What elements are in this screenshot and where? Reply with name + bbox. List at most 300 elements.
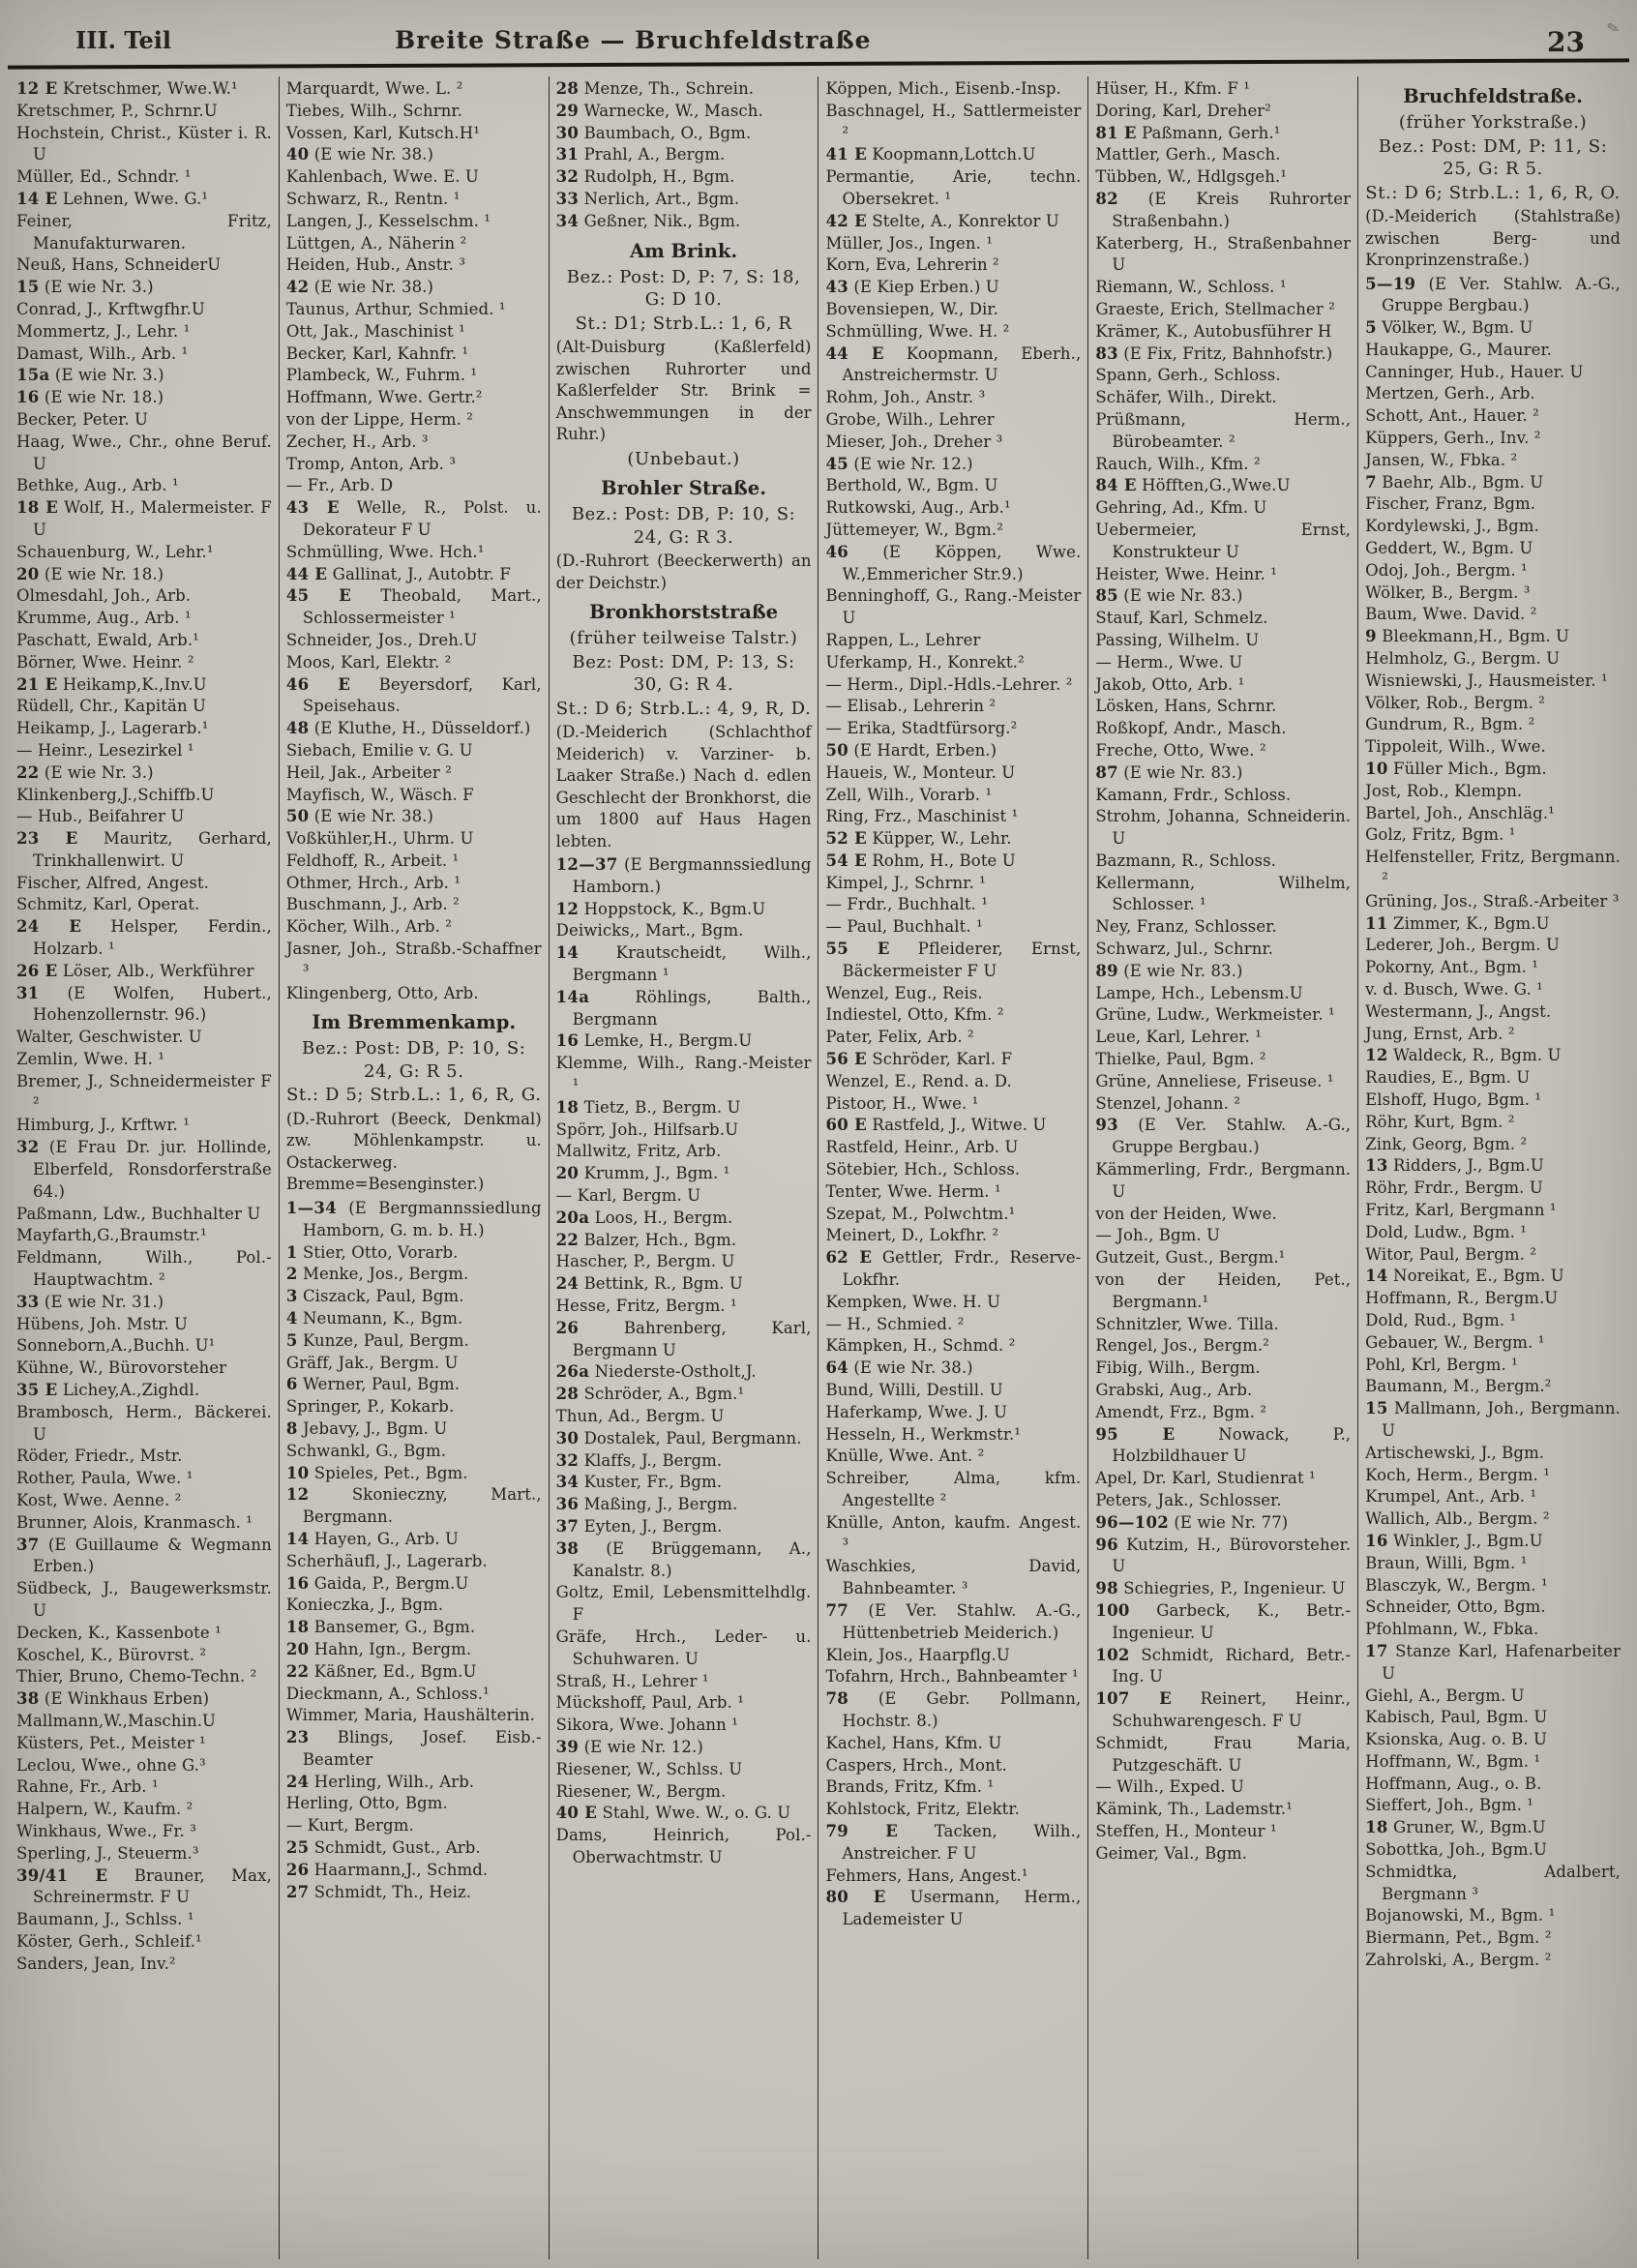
directory-entry: Olmesdahl, Joh., Arb. bbox=[16, 586, 192, 606]
directory-entry: 18 Gruner, W., Bgm.U bbox=[1365, 1818, 1546, 1837]
directory-entry: Katerberg, H., Straßenbahner U bbox=[1095, 233, 1352, 275]
directory-entry: Rutkowski, Aug., Arb.¹ bbox=[825, 498, 1011, 518]
directory-entry: Heikamp, J., Lagerarb.¹ bbox=[16, 719, 209, 738]
directory-entry: 100 Garbeck, K., Betr.-Ingenieur. U bbox=[1095, 1600, 1352, 1642]
directory-entry: Krämer, K., Autobusführer H bbox=[1095, 321, 1332, 341]
directory-entry: 43 (E Kiep Erben.) U bbox=[825, 278, 999, 297]
district-info: Bez.: Post: DB, P: 10, S: 24, G: R 3. bbox=[571, 504, 796, 548]
directory-entry: 24 Herling, Wilh., Arb. bbox=[285, 1772, 475, 1791]
directory-entry: 21 E Heikamp,K.,Inv.U bbox=[16, 674, 207, 694]
directory-entry: Zink, Georg, Bgm. ² bbox=[1365, 1134, 1528, 1153]
directory-entry: 26 Haarmann,J., Schmd. bbox=[285, 1860, 489, 1879]
directory-column-2 bbox=[280, 76, 550, 2259]
directory-entry: 26a Niederste-Ostholt,J. bbox=[555, 1362, 757, 1382]
directory-entry: Wenzel, E., Rend. a. D. bbox=[825, 1071, 1012, 1090]
directory-entry: Mayfarth,G.,Braumstr.¹ bbox=[16, 1226, 207, 1245]
directory-entry: — Erika, Stadtfürsorg.² bbox=[825, 719, 1018, 738]
directory-entry: Steffen, H., Monteur ¹ bbox=[1095, 1821, 1277, 1840]
directory-entry: Lampe, Hch., Lebensm.U bbox=[1095, 983, 1303, 1002]
directory-entry: Decken, K., Kassenbote ¹ bbox=[16, 1623, 222, 1642]
directory-entry: Bund, Willi, Destill. U bbox=[825, 1381, 1003, 1400]
directory-entry: Kabisch, Paul, Bgm. U bbox=[1365, 1708, 1548, 1727]
directory-entry: Hoffmann, R., Bergm.U bbox=[1365, 1289, 1559, 1308]
directory-entry: Feldmann, Wilh., Pol.-Hauptwachtm. ² bbox=[16, 1248, 272, 1290]
district-info: Bez.: Post: DB, P: 10, S: 24, G: R 5. bbox=[302, 1038, 526, 1082]
directory-entry: v. d. Busch, Wwe. G. ¹ bbox=[1365, 980, 1543, 999]
directory-entry: 20 Hahn, Ign., Bergm. bbox=[285, 1639, 472, 1658]
directory-entry: Haukappe, G., Maurer. bbox=[1365, 340, 1552, 359]
directory-entry: 12—37 (E Bergmannssiedlung Hamborn.) bbox=[555, 855, 812, 896]
directory-entry: Zemlin, Wwe. H. ¹ bbox=[16, 1050, 165, 1069]
directory-entry: 32 Klaffs, J., Bergm. bbox=[555, 1450, 723, 1470]
directory-entry: Dold, Rud., Bgm. ¹ bbox=[1365, 1310, 1517, 1329]
directory-entry: Lösken, Hans, Schrnr. bbox=[1095, 697, 1277, 716]
directory-entry: 20 Krumm, J., Bgm. ¹ bbox=[555, 1164, 730, 1183]
directory-entry: 12 Waldeck, R., Bgm. U bbox=[1365, 1046, 1562, 1065]
district-info: Bez.: Post: D, P: 7, S: 18, G: D 10. bbox=[566, 266, 801, 311]
directory-entry: von der Lippe, Herm. ² bbox=[285, 409, 474, 429]
directory-entry: 31 (E Wolfen, Hubert., Hohenzollernstr. 96.) bbox=[16, 983, 272, 1025]
directory-entry: Kämpken, H., Schmd. ² bbox=[825, 1336, 1016, 1356]
directory-entry: Mommertz, J., Lehr. ¹ bbox=[16, 321, 191, 341]
directory-entry: 30 Dostalek, Paul, Bergmann. bbox=[555, 1428, 802, 1447]
directory-entry: Mückshoff, Paul, Arb. ¹ bbox=[555, 1693, 744, 1713]
directory-entry: Kämmerling, Frdr., Bergmann. U bbox=[1095, 1160, 1352, 1201]
directory-entry: Rahne, Fr., Arb. ¹ bbox=[16, 1777, 159, 1797]
directory-entry: Rother, Paula, Wwe. ¹ bbox=[16, 1469, 193, 1488]
directory-entry: Riesener, W., Schlss. U bbox=[555, 1759, 743, 1778]
directory-entry: Knülle, Wwe. Ant. ² bbox=[825, 1447, 985, 1466]
directory-entry: Schott, Ant., Hauer. ² bbox=[1365, 406, 1539, 426]
directory-entry: 78 (E Gebr. Pollmann, Hochstr. 8.) bbox=[825, 1689, 1082, 1730]
directory-entry: Berthold, W., Bgm. U bbox=[825, 476, 998, 495]
directory-entry: Stenzel, Johann. ² bbox=[1095, 1093, 1241, 1113]
directory-entry: 2 Menke, Jos., Bergm. bbox=[285, 1265, 469, 1284]
directory-entry: Paßmann, Ldw., Buchhalter U bbox=[16, 1204, 261, 1223]
directory-entry: Biermann, Pet., Bgm. ² bbox=[1365, 1928, 1552, 1948]
street-heading: Brohler Straße. bbox=[601, 477, 766, 500]
directory-entry: 84 E Höfften,G.,Wwe.U bbox=[1095, 476, 1291, 495]
directory-entry: 14a Röhlings, Balth., Bergmann bbox=[555, 987, 812, 1029]
directory-entry: Buschmann, J., Arb. ² bbox=[285, 895, 460, 914]
directory-entry: Uferkamp, H., Konrekt.² bbox=[825, 652, 1025, 671]
directory-entry: Südbeck, J., Baugewerksmstr. U bbox=[16, 1579, 272, 1620]
directory-entry: Hoffmann, W., Bgm. ¹ bbox=[1365, 1751, 1541, 1771]
directory-entry: Mallmann,W.,Maschin.U bbox=[16, 1711, 217, 1730]
directory-entry: Brunner, Alois, Kranmasch. ¹ bbox=[16, 1512, 253, 1532]
directory-entry: 16 (E wie Nr. 18.) bbox=[16, 388, 164, 407]
directory-entry: Koschel, K., Bürovrst. ² bbox=[16, 1645, 207, 1664]
directory-entry: Ksionska, Aug. o. B. U bbox=[1365, 1730, 1548, 1749]
directory-entry: Canninger, Hub., Hauer. U bbox=[1365, 362, 1584, 381]
directory-entry: Permantie, Arie, techn. Obersekret. ¹ bbox=[825, 167, 1082, 208]
directory-entry: Hübens, Joh. Mstr. U bbox=[16, 1314, 189, 1333]
directory-entry: Geimer, Val., Bgm. bbox=[1095, 1843, 1248, 1863]
directory-entry: 43 E Welle, R., Polst. u. Dekorateur F U bbox=[285, 498, 542, 539]
directory-entry: Haag, Wwe., Chr., ohne Beruf. U bbox=[16, 432, 272, 473]
street-heading: Am Brink. bbox=[629, 239, 738, 262]
directory-entry: 24 Bettink, R., Bgm. U bbox=[555, 1274, 743, 1294]
directory-entry: Koch, Herm., Bergm. ¹ bbox=[1365, 1465, 1550, 1484]
directory-entry: Lederer, Joh., Bergm. U bbox=[1365, 936, 1560, 955]
directory-entry: Pokorny, Ant., Bgm. ¹ bbox=[1365, 958, 1539, 977]
directory-entry: Othmer, Hrch., Arb. ¹ bbox=[285, 873, 461, 892]
directory-entry: 40 E Stahl, Wwe. W., o. G. U bbox=[555, 1804, 791, 1823]
directory-entry: 23 E Mauritz, Gerhard, Trinkhallenwirt. U bbox=[16, 829, 272, 870]
directory-entry: 28 Schröder, A., Bgm.¹ bbox=[555, 1385, 745, 1404]
directory-entry: Rappen, L., Lehrer bbox=[825, 630, 981, 649]
directory-entry: Bazmann, R., Schloss. bbox=[1095, 850, 1277, 870]
directory-entry: Baschnagel, H., Sattlermeister ² bbox=[825, 101, 1082, 142]
directory-entry: Hoffmann, Aug., o. B. bbox=[1365, 1774, 1542, 1793]
directory-entry: Mieser, Joh., Dreher ³ bbox=[825, 432, 1003, 451]
directory-entry: Springer, P., Kokarb. bbox=[285, 1397, 455, 1417]
directory-entry: 33 (E wie Nr. 31.) bbox=[16, 1292, 164, 1311]
directory-entry: Dold, Ludw., Bgm. ¹ bbox=[1365, 1222, 1528, 1241]
directory-entry: Klein, Jos., Haarpflg.U bbox=[825, 1645, 1010, 1664]
directory-entry: Fritz, Karl, Bergmann ¹ bbox=[1365, 1200, 1557, 1219]
directory-entry: 46 E Beyersdorf, Karl, Speisehaus. bbox=[285, 674, 542, 716]
directory-entry: Mattler, Gerh., Masch. bbox=[1095, 145, 1281, 164]
directory-entry: 20a Loos, H., Bergm. bbox=[555, 1208, 733, 1227]
directory-entry: 22 Balzer, Hch., Bgm. bbox=[555, 1230, 737, 1249]
directory-entry: Paschatt, Ewald, Arb.¹ bbox=[16, 630, 199, 649]
district-info: St.: D1; Strb.L.: 1, 6, R bbox=[575, 313, 792, 334]
directory-entry: Haueis, W., Monteur. U bbox=[825, 762, 1016, 782]
directory-entry: Herling, Otto, Bgm. bbox=[285, 1794, 448, 1813]
district-info: St.: D 5; Strb.L.: 1, 6, R, G. bbox=[285, 1085, 542, 1106]
directory-entry: 64 (E wie Nr. 38.) bbox=[825, 1358, 973, 1378]
directory-entry: 15a (E wie Nr. 3.) bbox=[16, 366, 164, 385]
directory-entry: von der Heiden, Pet., Bergmann.¹ bbox=[1095, 1270, 1352, 1311]
directory-entry: Moos, Karl, Elektr. ² bbox=[285, 652, 452, 671]
directory-entry: 15 Mallmann, Joh., Bergmann. U bbox=[1365, 1399, 1621, 1440]
directory-entry: Hoffmann, Wwe. Gertr.² bbox=[285, 388, 483, 407]
directory-entry: 1—34 (E Bergmannssiedlung Hamborn, G. m. b. H.) bbox=[285, 1198, 542, 1239]
directory-entry: Geddert, W., Bgm. U bbox=[1365, 539, 1533, 558]
directory-entry: 22 Käßner, Ed., Bgm.U bbox=[285, 1661, 477, 1681]
directory-column-6 bbox=[1358, 76, 1627, 2259]
directory-entry: Wimmer, Maria, Haushälterin. bbox=[285, 1706, 535, 1725]
district-info: (Unbebaut.) bbox=[627, 448, 740, 469]
directory-entry: Leclou, Wwe., ohne G.³ bbox=[16, 1755, 206, 1775]
directory-entry: 5—19 (E Ver. Stahlw. A.-G., Gruppe Bergbau.) bbox=[1365, 274, 1621, 315]
directory-entry: Kämink, Th., Lademstr.¹ bbox=[1095, 1800, 1293, 1819]
directory-entry: Braun, Willi, Bgm. ¹ bbox=[1365, 1553, 1528, 1572]
directory-entry: 14 E Lehnen, Wwe. G.¹ bbox=[16, 189, 209, 208]
directory-entry: 26 Bahrenberg, Karl, Bergmann U bbox=[555, 1318, 812, 1359]
directory-entry: Prüßmann, Herm., Bürobeamter. ² bbox=[1095, 409, 1352, 451]
directory-entry: Grüne, Anneliese, Friseuse. ¹ bbox=[1095, 1071, 1334, 1090]
directory-entry: Siebach, Emilie v. G. U bbox=[285, 740, 473, 760]
directory-entry: Gundrum, R., Bgm. ² bbox=[1365, 715, 1535, 734]
directory-entry: 25 Schmidt, Gust., Arb. bbox=[285, 1838, 481, 1858]
district-info: (früher Yorkstraße.) bbox=[1398, 112, 1588, 133]
directory-entry: Röhr, Frdr., Bergm. U bbox=[1365, 1179, 1543, 1198]
directory-entry: 50 (E Hardt, Erben.) bbox=[825, 740, 997, 760]
directory-entry: 39/41 E Brauner, Max, Schreinermstr. F U bbox=[16, 1865, 272, 1907]
directory-entry: Mertzen, Gerh., Arb. bbox=[1365, 384, 1535, 403]
directory-entry: 32 (E Frau Dr. jur. Hollinde, Elberfeld, Ronsdorferstraße 64.) bbox=[16, 1138, 272, 1201]
directory-entry: 12 Skonieczny, Mart., Bergmann. bbox=[285, 1485, 542, 1527]
directory-entry: Vossen, Karl, Kutsch.H¹ bbox=[285, 123, 480, 142]
directory-entry: 48 (E Kluthe, H., Düsseldorf.) bbox=[285, 719, 531, 738]
directory-entry: Sperling, J., Steuerm.³ bbox=[16, 1843, 199, 1863]
directory-entry: Wenzel, Eug., Reis. bbox=[825, 983, 983, 1002]
directory-entry: 98 Schiegries, P., Ingenieur. U bbox=[1095, 1579, 1346, 1598]
directory-entry: Gebauer, W., Bergm. ¹ bbox=[1365, 1332, 1545, 1352]
directory-entry: Lüttgen, A., Näherin ² bbox=[285, 233, 467, 253]
directory-entry: Jüttemeyer, W., Bgm.² bbox=[825, 520, 1003, 539]
directory-entry: Klemme, Wilh., Rang.-Meister ¹ bbox=[555, 1054, 812, 1095]
directory-entry: 5 Völker, W., Bgm. U bbox=[1365, 318, 1533, 338]
directory-entry: 80 E Usermann, Herm., Lademeister U bbox=[825, 1888, 1082, 1929]
directory-entry: Pfohlmann, W., Fbka. bbox=[1365, 1620, 1539, 1639]
directory-entry: 13 Ridders, J., Bgm.U bbox=[1365, 1156, 1544, 1176]
directory-entry: — Fr., Arb. D bbox=[285, 476, 394, 495]
directory-entry: — Paul, Buchhalt. ¹ bbox=[825, 917, 983, 937]
directory-entry: Grüne, Ludw., Werkmeister. ¹ bbox=[1095, 1005, 1335, 1025]
directory-entry: Wisniewski, J., Hausmeister. ¹ bbox=[1365, 671, 1608, 690]
directory-entry: Uebermeier, Ernst, Konstrukteur U bbox=[1095, 520, 1352, 561]
directory-entry: Langen, J., Kesselschm. ¹ bbox=[285, 211, 491, 230]
directory-entry: 81 E Paßmann, Gerh.¹ bbox=[1095, 123, 1281, 142]
directory-entry: Golz, Fritz, Bgm. ¹ bbox=[1365, 825, 1516, 845]
directory-entry: Hüser, H., Kfm. F ¹ bbox=[1095, 79, 1251, 98]
directory-entry: Hesse, Fritz, Bergm. ¹ bbox=[555, 1297, 737, 1316]
directory-entry: 18 Tietz, B., Bergm. U bbox=[555, 1097, 741, 1117]
directory-entry: 10 Füller Mich., Bgm. bbox=[1365, 760, 1547, 779]
directory-entry: Jost, Rob., Klempn. bbox=[1365, 781, 1523, 800]
directory-entry: 23 Blings, Josef. Eisb.-Beamter bbox=[285, 1728, 542, 1769]
directory-entry: Apel, Dr. Karl, Studienrat ¹ bbox=[1095, 1469, 1316, 1488]
directory-entry: Caspers, Hrch., Mont. bbox=[825, 1755, 1007, 1775]
directory-entry: — Herm., Dipl.-Hdls.-Lehrer. ² bbox=[825, 674, 1073, 694]
directory-entry: 62 E Gettler, Frdr., Reserve-Lokfhr. bbox=[825, 1248, 1082, 1290]
directory-entry: 28 Menze, Th., Schrein. bbox=[555, 79, 755, 98]
directory-entry: Straß, H., Lehrer ¹ bbox=[555, 1671, 709, 1690]
directory-entry: Stauf, Karl, Schmelz. bbox=[1095, 609, 1268, 628]
directory-entry: Gräfe, Hrch., Leder- u. Schuhwaren. U bbox=[555, 1626, 812, 1668]
directory-entry: 45 (E wie Nr. 12.) bbox=[825, 454, 973, 473]
directory-entry: Schwankl, G., Bgm. bbox=[285, 1441, 447, 1460]
directory-entry: Grüning, Jos., Straß.-Arbeiter ³ bbox=[1365, 891, 1620, 910]
directory-entry: Tenter, Wwe. Herm. ¹ bbox=[825, 1181, 1001, 1201]
directory-entry: — Joh., Bgm. U bbox=[1095, 1226, 1221, 1245]
directory-entry: Bartel, Joh., Anschläg.¹ bbox=[1365, 803, 1555, 822]
directory-entry: Sieffert, Joh., Bgm. ¹ bbox=[1365, 1796, 1534, 1815]
directory-entry: 44 E Gallinat, J., Autobtr. F bbox=[285, 564, 511, 583]
directory-entry: Heiden, Hub., Anstr. ³ bbox=[285, 255, 466, 275]
directory-entry: — Heinr., Lesezirkel ¹ bbox=[16, 740, 194, 760]
directory-entry: Röder, Friedr., Mstr. bbox=[16, 1447, 183, 1466]
directory-entry: — Hub., Beifahrer U bbox=[16, 807, 185, 826]
directory-entry: Taunus, Arthur, Schmied. ¹ bbox=[285, 299, 506, 318]
directory-entry: Tofahrn, Hrch., Bahnbeamter ¹ bbox=[825, 1667, 1079, 1686]
directory-entry: Kachel, Hans, Kfm. U bbox=[825, 1733, 1002, 1752]
directory-entry: Schmidtka, Adalbert, Bergmann ³ bbox=[1365, 1862, 1621, 1903]
pen-mark: ✎ bbox=[1605, 17, 1622, 39]
directory-entry: Feldhoff, R., Arbeit. ¹ bbox=[285, 850, 460, 870]
directory-entry: 30 Baumbach, O., Bgm. bbox=[555, 123, 752, 142]
directory-entry: Konieczka, J., Bgm. bbox=[285, 1596, 444, 1615]
directory-entry: Halpern, W., Kaufm. ² bbox=[16, 1800, 193, 1819]
directory-entry: Baumann, J., Schlss. ¹ bbox=[16, 1910, 194, 1929]
directory-entry: Zahrolski, A., Bergm. ² bbox=[1365, 1951, 1552, 1970]
directory-entry: 12 Hoppstock, K., Bgm.U bbox=[555, 899, 766, 918]
directory-entry: Krumme, Aug., Arb. ¹ bbox=[16, 609, 192, 628]
directory-entry: Roßkopf, Andr., Masch. bbox=[1095, 719, 1287, 738]
directory-column-5 bbox=[1088, 76, 1358, 2259]
directory-entry: 45 E Theobald, Mart., Schlossermeister ¹ bbox=[285, 586, 542, 628]
directory-entry: Bojanowski, M., Bgm. ¹ bbox=[1365, 1906, 1556, 1925]
street-heading: Bronkhorststraße bbox=[589, 601, 779, 624]
directory-entry: 50 (E wie Nr. 38.) bbox=[285, 807, 434, 826]
directory-entry: 7 Baehr, Alb., Bgm. U bbox=[1365, 472, 1544, 492]
directory-entry: Kamann, Frdr., Schloss. bbox=[1095, 785, 1292, 804]
directory-entry: Walter, Geschwister. U bbox=[16, 1028, 202, 1047]
directory-entry: Gehring, Ad., Kfm. U bbox=[1095, 498, 1267, 518]
directory-entry: 14 Krautscheidt, Wilh., Bergmann ¹ bbox=[555, 943, 812, 985]
directory-entry: Rastfeld, Heinr., Arb. U bbox=[825, 1138, 1019, 1157]
directory-entry: Waschkies, David, Bahnbeamter. ³ bbox=[825, 1557, 1082, 1598]
street-note: (Alt-Duisburg (Kaßlerfeld) zwischen Ruhrorter und Kaßlerfelder Str. Brink = Anschwemmungen in der Ruhr.) bbox=[555, 338, 812, 444]
directory-entry: Jasner, Joh., Straßb.-Schaffner ³ bbox=[285, 940, 542, 980]
directory-entry: Scherhäufl, J., Lagerarb. bbox=[285, 1551, 488, 1570]
directory-entry: Damast, Wilh., Arb. ¹ bbox=[16, 343, 189, 363]
directory-entry: — Karl, Bergm. U bbox=[555, 1186, 701, 1206]
directory-entry: Korn, Eva, Lehrerin ² bbox=[825, 255, 999, 275]
directory-entry: 60 E Rastfeld, J., Witwe. U bbox=[825, 1116, 1047, 1135]
directory-entry: Zell, Wilh., Vorarb. ¹ bbox=[825, 785, 993, 804]
directory-entry: 96—102 (E wie Nr. 77) bbox=[1095, 1512, 1289, 1532]
directory-entry: 40 (E wie Nr. 38.) bbox=[285, 145, 434, 164]
directory-entry: Völker, Rob., Bergm. ² bbox=[1365, 693, 1546, 712]
directory-entry: — Herm., Wwe. U bbox=[1095, 652, 1243, 671]
directory-entry: 52 E Küpper, W., Lehr. bbox=[825, 829, 1012, 849]
directory-entry: Schmülling, Wwe. Hch.¹ bbox=[285, 542, 485, 561]
directory-entry: Rohm, Joh., Anstr. ³ bbox=[825, 388, 986, 407]
directory-entry: Rauch, Wilh., Kfm. ² bbox=[1095, 454, 1261, 473]
directory-entry: Peters, Jak., Schlosser. bbox=[1095, 1491, 1282, 1509]
directory-entry: Westermann, J., Angst. bbox=[1365, 1001, 1552, 1021]
page-header bbox=[0, 0, 1637, 62]
directory-entry: 22 (E wie Nr. 3.) bbox=[16, 762, 154, 782]
directory-entry: 55 E Pfleiderer, Ernst, Bäckermeister F U bbox=[825, 940, 1082, 980]
part-label: III. Teil bbox=[75, 26, 171, 54]
directory-entry: Ney, Franz, Schlosser. bbox=[1095, 917, 1277, 937]
directory-entry: Helmholz, G., Bergm. U bbox=[1365, 649, 1561, 669]
directory-entry: 11 Zimmer, K., Bgm.U bbox=[1365, 913, 1550, 933]
directory-entry: 26 E Löser, Alb., Werkführer bbox=[16, 961, 254, 980]
directory-entry: — Kurt, Bergm. bbox=[285, 1816, 414, 1835]
directory-entry: Thier, Bruno, Chemo-Techn. ² bbox=[16, 1667, 257, 1686]
directory-entry: 107 E Reinert, Heinr., Schuhwarengesch. F U bbox=[1095, 1689, 1352, 1730]
directory-entry: Marquardt, Wwe. L. ² bbox=[285, 79, 463, 98]
directory-entry: Pistoor, H., Wwe. ¹ bbox=[825, 1093, 979, 1113]
directory-entry: 32 Rudolph, H., Bgm. bbox=[555, 167, 735, 187]
directory-entry: 33 Nerlich, Art., Bgm. bbox=[555, 189, 740, 208]
directory-entry: Heil, Jak., Arbeiter ² bbox=[285, 762, 452, 782]
directory-entry: Strohm, Johanna, Schneiderin. U bbox=[1095, 807, 1352, 849]
directory-entry: 95 E Nowack, P., Holzbildhauer U bbox=[1095, 1424, 1352, 1466]
directory-entry: 44 E Koopmann, Eberh., Anstreichermstr. U bbox=[825, 343, 1082, 385]
directory-entry: Brands, Fritz, Kfm. ¹ bbox=[825, 1777, 995, 1797]
directory-entry: Schreiber, Alma, kfm. Angestellte ² bbox=[825, 1469, 1082, 1509]
directory-entry: Odoj, Joh., Bergm. ¹ bbox=[1365, 560, 1528, 580]
directory-entry: Sobottka, Joh., Bgm.U bbox=[1365, 1840, 1547, 1860]
directory-entry: Becker, Peter. U bbox=[16, 409, 149, 429]
directory-entry: Neuß, Hans, SchneiderU bbox=[16, 255, 222, 275]
directory-entry: Mayfisch, W., Wäsch. F bbox=[285, 785, 474, 804]
directory-entry: 18 E Wolf, H., Malermeister. F U bbox=[16, 498, 272, 539]
directory-entry: Baum, Wwe. David. ² bbox=[1365, 605, 1537, 624]
directory-entry: Elshoff, Hugo, Bgm. ¹ bbox=[1365, 1089, 1542, 1109]
directory-entry: Goltz, Emil, Lebensmittelhdlg. F bbox=[555, 1583, 812, 1625]
directory-entry: Zecher, H., Arb. ³ bbox=[285, 432, 429, 451]
directory-entry: Schneider, Otto, Bgm. bbox=[1365, 1597, 1546, 1617]
directory-entry: Benninghoff, G., Rang.-Meister U bbox=[825, 586, 1082, 628]
directory-entry: 82 (E Kreis Ruhrorter Straßenbahn.) bbox=[1095, 189, 1352, 230]
directory-entry: Sötebier, Hch., Schloss. bbox=[825, 1160, 1021, 1179]
directory-column-3 bbox=[550, 76, 819, 2259]
directory-entry: 24 E Helsper, Ferdin., Holzarb. ¹ bbox=[16, 917, 272, 959]
directory-entry: Spörr, Joh., Hilfsarb.U bbox=[555, 1119, 739, 1139]
directory-entry: Hesseln, H., Werkmstr.¹ bbox=[825, 1424, 1022, 1444]
district-info: St.: D 6; Strb.L.: 1, 6, R, O. bbox=[1365, 182, 1621, 203]
directory-entry: Rengel, Jos., Bergm.² bbox=[1095, 1336, 1269, 1356]
directory-entry: Fischer, Franz, Bgm. bbox=[1365, 494, 1536, 514]
directory-entry: Pohl, Krl, Bergm. ¹ bbox=[1365, 1355, 1518, 1374]
directory-entry: Müller, Ed., Schndr. ¹ bbox=[16, 167, 192, 187]
directory-entry: Schmülling, Wwe. H. ² bbox=[825, 321, 1010, 341]
directory-entry: 87 (E wie Nr. 83.) bbox=[1095, 762, 1243, 782]
directory-entry: Thun, Ad., Bergm. U bbox=[555, 1407, 725, 1425]
directory-entry: 27 Schmidt, Th., Heiz. bbox=[285, 1882, 472, 1901]
directory-entry: — Elisab., Lehrerin ² bbox=[825, 697, 997, 716]
directory-entry: 96 Kutzim, H., Bürovorsteher. U bbox=[1095, 1535, 1352, 1576]
directory-entry: 37 (E Guillaume & Wegmann Erben.) bbox=[16, 1535, 272, 1576]
directory-entry: Fischer, Alfred, Angest. bbox=[16, 873, 210, 892]
directory-entry: Raudies, E., Bgm. U bbox=[1365, 1068, 1531, 1088]
directory-entry: 89 (E wie Nr. 83.) bbox=[1095, 961, 1243, 980]
directory-entry: Meinert, D., Lokfhr. ² bbox=[825, 1226, 999, 1245]
district-info: Bez.: Post: DM, P: 11, S: 25, G: R 5. bbox=[1378, 135, 1608, 179]
street-note: (D.-Ruhrort (Beeck, Denkmal) zw. Möhlenkampstr. u. Ostackerweg. Bremme=Besenginster.) bbox=[285, 1109, 542, 1194]
directory-entry: Thielke, Paul, Bgm. ² bbox=[1095, 1050, 1266, 1069]
directory-entry: 14 Noreikat, E., Bgm. U bbox=[1365, 1267, 1564, 1286]
directory-entry: Helfensteller, Fritz, Bergmann. ² bbox=[1365, 848, 1621, 889]
directory-entry: Blasczyk, W., Bergm. ¹ bbox=[1365, 1575, 1548, 1595]
directory-entry: Kimpel, J., Schrnr. ¹ bbox=[825, 873, 986, 892]
directory-entry: Kohlstock, Fritz, Elektr. bbox=[825, 1800, 1020, 1819]
street-heading: Bruchfeldstraße. bbox=[1403, 85, 1583, 107]
directory-entry: Kühne, W., Bürovorsteher bbox=[16, 1358, 227, 1378]
directory-column-4 bbox=[818, 76, 1088, 2259]
directory-entry: Schwarz, Jul., Schrnr. bbox=[1095, 940, 1273, 959]
directory-entry: Tippoleit, Wilh., Wwe. bbox=[1365, 737, 1546, 757]
directory-entry: 37 Eyten, J., Bergm. bbox=[555, 1516, 723, 1536]
directory-entry: Heister, Wwe. Heinr. ¹ bbox=[1095, 564, 1277, 583]
directory-entry: 38 (E Winkhaus Erben) bbox=[16, 1689, 210, 1709]
directory-entry: 36 Maßing, J., Bergm. bbox=[555, 1495, 738, 1514]
directory-entry: Dams, Heinrich, Pol.-Oberwachtmstr. U bbox=[555, 1826, 812, 1866]
directory-entry: Kretschmer, P., Schrnr.U bbox=[16, 101, 218, 120]
directory-entry: Kost, Wwe. Aenne. ² bbox=[16, 1491, 182, 1509]
directory-entry: Voßkühler,H., Uhrm. U bbox=[285, 829, 474, 849]
directory-entry: Szepat, M., Polwchtm.¹ bbox=[825, 1204, 1016, 1223]
directory-entry: 9 Bleekmann,H., Bgm. U bbox=[1365, 627, 1570, 646]
